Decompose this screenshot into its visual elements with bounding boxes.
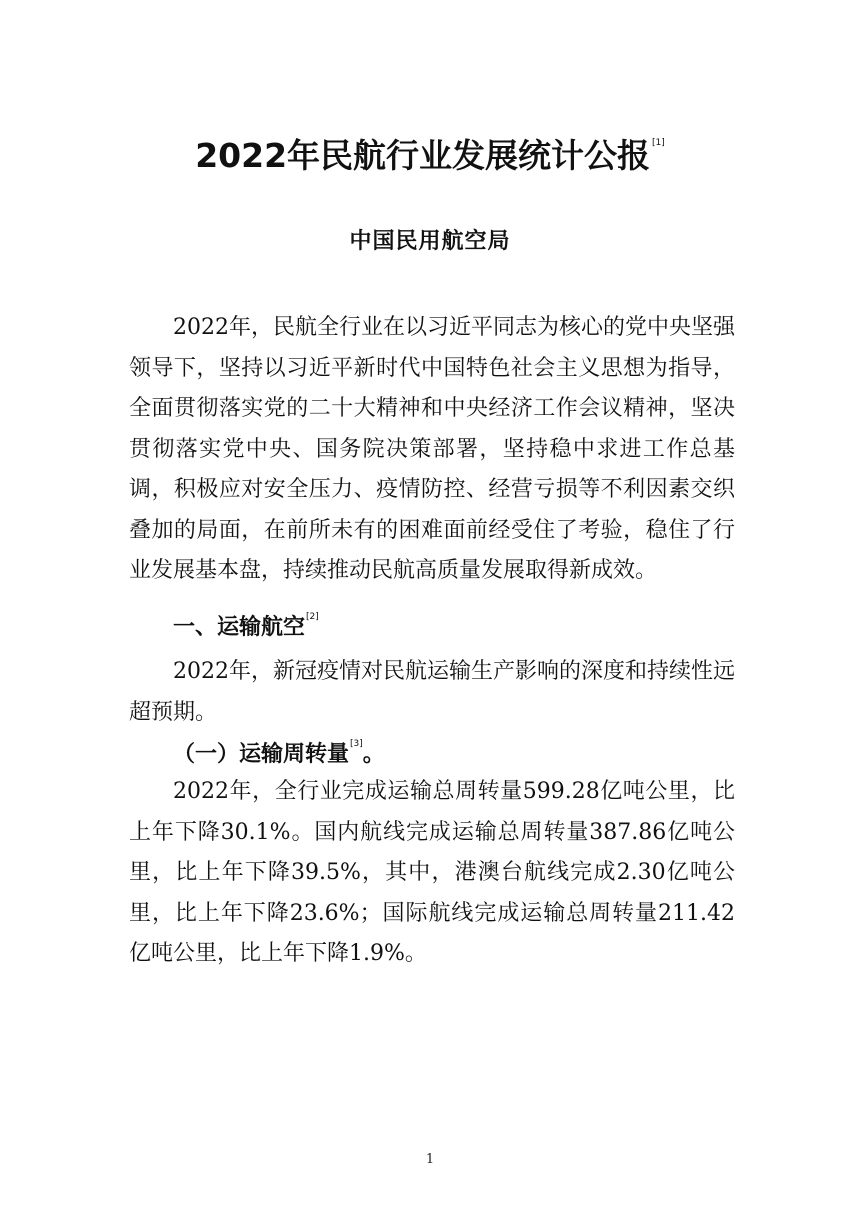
section-footnote-ref[interactable]: [2]	[306, 612, 319, 622]
section-heading-text: 一、运输航空	[173, 615, 306, 640]
subsection-heading-suffix: 。	[362, 742, 385, 767]
issuing-authority: 中国民用航空局	[349, 229, 511, 254]
document-title	[0, 130, 860, 177]
title-text: 2022年民航行业发展统计公报	[195, 136, 651, 175]
subsection-heading	[173, 737, 385, 768]
intro-paragraph: 2022年，民航全行业在以习近平同志为核心的党中央坚强领导下，坚持以习近平新时代中国特色社会主义思想为指导，全面贯彻落实党的二十大精神和中央经济工作会议精神，坚决贯彻落实党中央、国务院决策部署，坚持稳中求进工作总基调，积极应对安全压力、疫情防控、经营亏损等不利因素交织叠加的局面，在前所未有的困难面前经受住了考验，稳住了行业发展基本盘，持续推动民航高质量发展取得新成效。	[129, 315, 735, 583]
section-heading	[173, 610, 319, 641]
section-paragraph: 2022年，新冠疫情对民航运输生产影响的深度和持续性远超预期。	[129, 659, 735, 725]
subsection-paragraph: 2022年，全行业完成运输总周转量599.28亿吨公里，比上年下降30.1%。国内航线完成运输总周转量387.86亿吨公里，比上年下降39.5%，其中，港澳台航线完成2.30亿吨公里，比上年下降23.6%；国际航线完成运输总周转量211.42亿吨公里，比上年下降1.9%。	[129, 779, 735, 966]
title-footnote-ref[interactable]: [1]	[652, 138, 665, 148]
subsection-heading-text: （一）运输周转量	[173, 742, 350, 767]
page-number: 1	[425, 1152, 435, 1167]
subsection-footnote-ref[interactable]: [3]	[350, 739, 363, 749]
